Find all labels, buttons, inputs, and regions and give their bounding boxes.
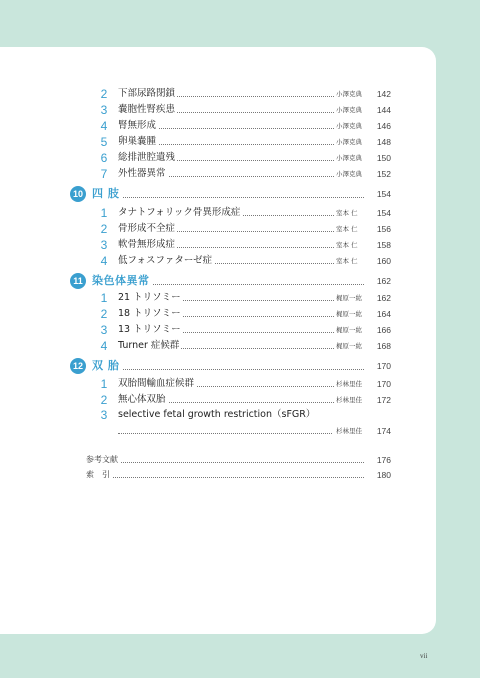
chapter-page: 154 [376, 189, 391, 199]
entry-number: 4 [100, 339, 108, 353]
entry-title: 13 トリソミー [118, 322, 183, 338]
chapter-page: 170 [376, 361, 391, 371]
entry-number: 6 [100, 151, 108, 165]
entry-page: 142 [376, 89, 391, 99]
entry-author: 小澤克典 [334, 150, 376, 166]
entry-number: 3 [100, 408, 108, 422]
references-title: 参考文献 [86, 452, 120, 468]
index-title: 索 引 [86, 467, 112, 483]
entry-page: 164 [376, 309, 391, 319]
toc-entry[interactable] [0, 407, 436, 423]
dot-leader [86, 462, 364, 463]
chapter-number-badge: 10 [70, 186, 86, 202]
toc-entry[interactable] [0, 338, 436, 354]
entry-title: 嚢胞性腎疾患 [118, 102, 177, 118]
toc-entry[interactable] [0, 150, 436, 166]
entry-number: 5 [100, 135, 108, 149]
toc-entry[interactable] [0, 166, 436, 182]
entry-author: 梶原一紘 [334, 322, 376, 338]
entry-title: 腎無形成 [118, 118, 158, 134]
chapter-number-badge: 11 [70, 273, 86, 289]
toc-entry[interactable] [0, 253, 436, 269]
toc-entry[interactable] [0, 306, 436, 322]
entry-number: 4 [100, 254, 108, 268]
entry-number: 3 [100, 103, 108, 117]
toc-entry[interactable] [0, 134, 436, 150]
entry-author: 室本 仁 [334, 221, 376, 237]
chapter-title: 四 肢 [92, 186, 122, 202]
entry-page: 174 [376, 426, 391, 436]
entry-author: 梶原一紘 [334, 338, 376, 354]
entry-number: 1 [100, 291, 108, 305]
entry-number: 4 [100, 119, 108, 133]
entry-title: 低フォスファターゼ症 [118, 253, 214, 269]
chapter-page: 162 [376, 276, 391, 286]
toc-entry-continuation [0, 423, 436, 439]
entry-page: 152 [376, 169, 391, 179]
entry-page: 156 [376, 224, 391, 234]
entry-page: 146 [376, 121, 391, 131]
entry-author: 杉林里佳 [334, 376, 376, 392]
entry-title: selective fetal growth restriction（sFGR） [118, 407, 317, 423]
dot-leader [92, 197, 364, 198]
entry-page: 172 [376, 395, 391, 405]
entry-number: 1 [100, 206, 108, 220]
toc-references[interactable] [0, 452, 436, 468]
toc-entry[interactable] [0, 322, 436, 338]
entry-title: 18 トリソミー [118, 306, 183, 322]
entry-author: 杉林里佳 [334, 392, 376, 408]
entry-title: タナトフォリック骨異形成症 [118, 205, 242, 221]
toc-index[interactable] [0, 467, 436, 483]
entry-title: 下部尿路閉鎖 [118, 86, 177, 102]
entry-number: 3 [100, 238, 108, 252]
entry-page: 154 [376, 208, 391, 218]
toc-entry[interactable] [0, 102, 436, 118]
entry-author: 室本 仁 [334, 253, 376, 269]
entry-page: 166 [376, 325, 391, 335]
entry-author: 小澤克典 [334, 102, 376, 118]
entry-page: 162 [376, 293, 391, 303]
entry-number: 2 [100, 87, 108, 101]
entry-page: 158 [376, 240, 391, 250]
entry-title: 骨形成不全症 [118, 221, 177, 237]
toc-entry[interactable] [0, 118, 436, 134]
entry-title: 卵巣嚢腫 [118, 134, 158, 150]
entry-title: Turner 症候群 [118, 338, 181, 354]
entry-author: 室本 仁 [334, 205, 376, 221]
entry-title: 外性器異常 [118, 166, 168, 182]
chapter-title: 双 胎 [92, 358, 122, 374]
entry-author: 室本 仁 [334, 237, 376, 253]
entry-page: 144 [376, 105, 391, 115]
entry-title: 軟骨無形成症 [118, 237, 177, 253]
entry-page: 150 [376, 153, 391, 163]
chapter-heading-12[interactable] [0, 358, 436, 374]
chapter-heading-11[interactable] [0, 273, 436, 289]
entry-number: 3 [100, 323, 108, 337]
entry-page: 170 [376, 379, 391, 389]
toc-entry[interactable] [0, 86, 436, 102]
entry-author: 小澤克典 [334, 166, 376, 182]
toc-entry[interactable] [0, 237, 436, 253]
chapter-title: 染色体異常 [92, 273, 153, 289]
entry-number: 7 [100, 167, 108, 181]
toc-entry[interactable] [0, 205, 436, 221]
entry-page: 160 [376, 256, 391, 266]
page-folio: vii [420, 652, 428, 660]
entry-number: 2 [100, 222, 108, 236]
entry-author: 小澤克典 [334, 134, 376, 150]
toc-entry[interactable] [0, 290, 436, 306]
chapter-number-badge: 12 [70, 358, 86, 374]
entry-title: 21 トリソミー [118, 290, 183, 306]
dot-leader [118, 433, 332, 434]
entry-author: 小澤克典 [334, 86, 376, 102]
index-page: 180 [376, 470, 391, 480]
entry-title: 総排泄腔遺残 [118, 150, 177, 166]
entry-author: 小澤克典 [334, 118, 376, 134]
entry-page: 168 [376, 341, 391, 351]
references-page: 176 [376, 455, 391, 465]
chapter-heading-10[interactable] [0, 186, 436, 202]
entry-number: 2 [100, 307, 108, 321]
entry-title: 双胎間輸血症候群 [118, 376, 196, 392]
toc-entry[interactable] [0, 392, 436, 408]
dot-leader [86, 477, 364, 478]
dot-leader [92, 369, 364, 370]
entry-author: 梶原一紘 [334, 290, 376, 306]
entry-number: 1 [100, 377, 108, 391]
entry-author: 杉林里佳 [334, 423, 376, 439]
entry-page: 148 [376, 137, 391, 147]
entry-number: 2 [100, 393, 108, 407]
entry-author: 梶原一紘 [334, 306, 376, 322]
toc-entry[interactable] [0, 376, 436, 392]
toc-entry[interactable] [0, 221, 436, 237]
entry-title: 無心体双胎 [118, 392, 168, 408]
